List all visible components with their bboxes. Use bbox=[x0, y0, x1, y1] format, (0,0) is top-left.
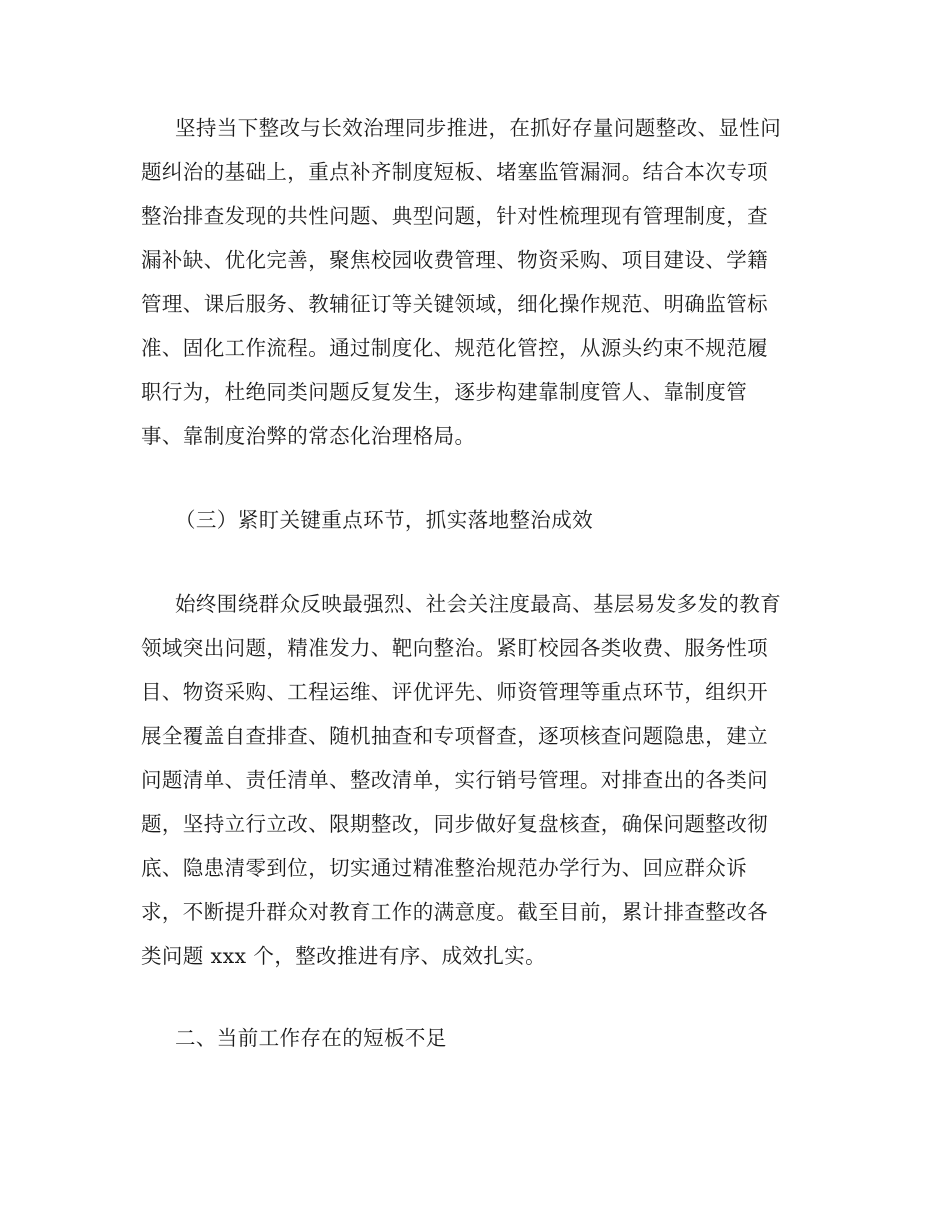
paragraph-line: 类问题 xxx 个，整改推进有序、成效扎实。 bbox=[141, 944, 547, 968]
paragraph-line: 坚持当下整改与长效治理同步推进，在抓好存量问题整改、显性问 bbox=[175, 116, 782, 140]
paragraph-line: 漏补缺、优化完善，聚焦校园收费管理、物资采购、项目建设、学籍 bbox=[141, 248, 768, 272]
paragraph-line: 题纠治的基础上，重点补齐制度短板、堵塞监管漏洞。结合本次专项 bbox=[141, 160, 768, 184]
paragraph-line: 底、隐患清零到位，切实通过精准整治规范办学行为、回应群众诉 bbox=[141, 856, 748, 880]
paragraph-line: 管理、课后服务、教辅征订等关键领域，细化操作规范、明确监管标 bbox=[141, 292, 768, 316]
paragraph-line: 领域突出问题，精准发力、靶向整治。紧盯校园各类收费、服务性项 bbox=[141, 636, 768, 660]
paragraph-line: 始终围绕群众反映最强烈、社会关注度最高、基层易发多发的教育 bbox=[175, 592, 782, 616]
part-heading-2: 二、当前工作存在的短板不足 bbox=[175, 1026, 447, 1050]
paragraph-line: 准、固化工作流程。通过制度化、规范化管控，从源头约束不规范履 bbox=[141, 336, 768, 360]
paragraph-line: 目、物资采购、工程运维、评优评先、师资管理等重点环节，组织开 bbox=[141, 680, 768, 704]
paragraph-line: 展全覆盖自查排查、随机抽查和专项督查，逐项核查问题隐患，建立 bbox=[141, 724, 768, 748]
paragraph-line: 职行为，杜绝同类问题反复发生，逐步构建靠制度管人、靠制度管 bbox=[141, 380, 748, 404]
paragraph-line: 题，坚持立行立改、限期整改，同步做好复盘核查，确保问题整改彻 bbox=[141, 812, 768, 836]
paragraph-line: 问题清单、责任清单、整改清单，实行销号管理。对排查出的各类问 bbox=[141, 768, 768, 792]
paragraph-line: 整治排查发现的共性问题、典型问题，针对性梳理现有管理制度，查 bbox=[141, 204, 768, 228]
paragraph-line: 求，不断提升群众对教育工作的满意度。截至目前，累计排查整改各 bbox=[141, 900, 768, 924]
paragraph-line: 事、靠制度治弊的常态化治理格局。 bbox=[141, 424, 476, 448]
section-heading-3: （三）紧盯关键重点环节，抓实落地整治成效 bbox=[175, 508, 593, 532]
